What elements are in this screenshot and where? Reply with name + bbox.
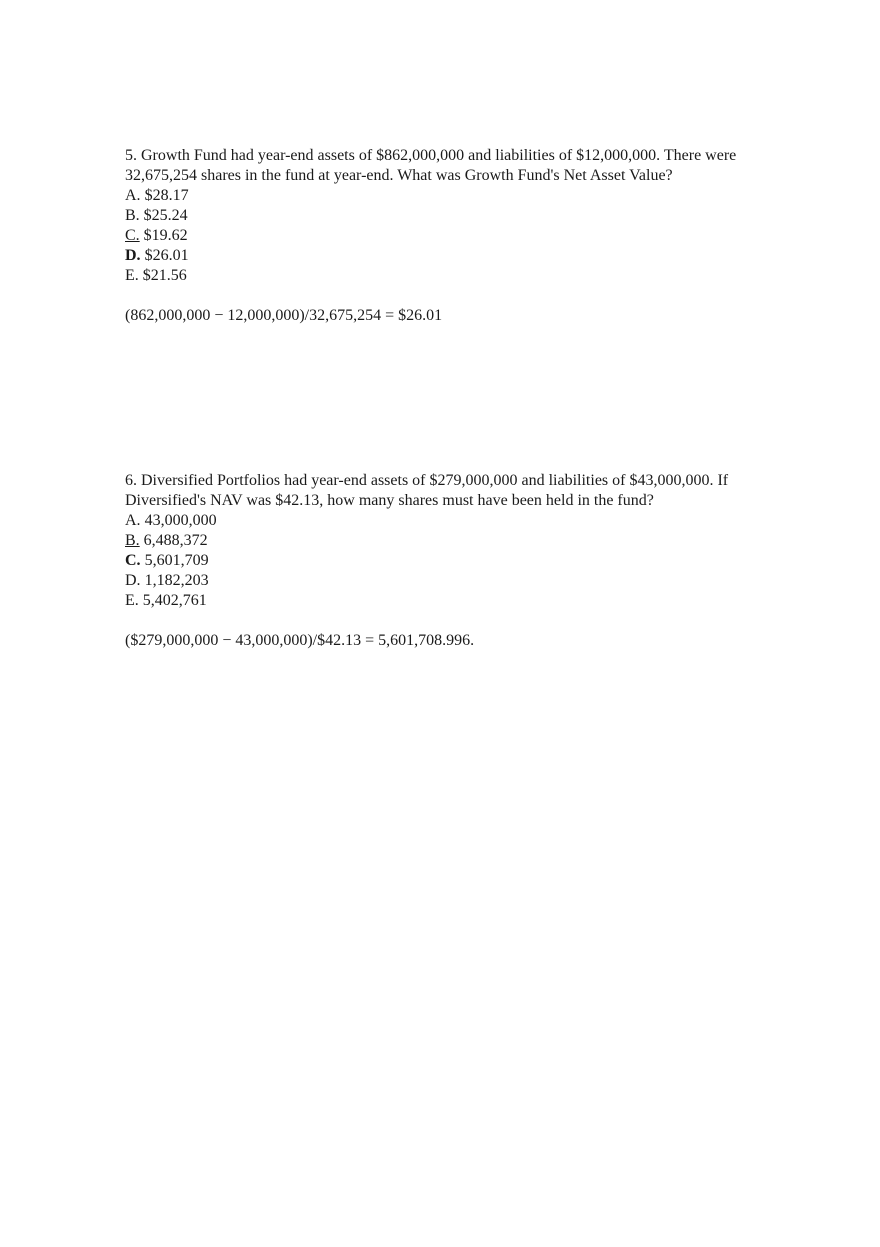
solution-formula: ($279,000,000 − 43,000,000)/$42.13 = 5,601,708.996.	[125, 632, 475, 649]
question-stem: 6. Diversified Portfolios had year-end assets of $279,000,000 and liabilities of $43,000,000. If Diversified's NAV was $42.13, how many shares must have been held in the fund?	[125, 472, 729, 509]
choice-c	[125, 226, 805, 246]
choice-letter: B.	[125, 207, 140, 224]
choice-a	[125, 511, 805, 531]
choice-a	[125, 186, 805, 206]
choice-value: $21.56	[142, 267, 187, 284]
choice-letter: E.	[125, 267, 139, 284]
question-6	[125, 471, 805, 651]
choice-letter: A.	[125, 187, 141, 204]
choice-value: $25.24	[143, 207, 188, 224]
choice-value: $19.62	[143, 227, 188, 244]
answer-choices	[125, 511, 805, 611]
solution-formula: (862,000,000 − 12,000,000)/32,675,254 = $26.01	[125, 307, 443, 324]
choice-d	[125, 571, 805, 591]
choice-b	[125, 206, 805, 226]
choice-value: 5,601,709	[144, 552, 209, 569]
choice-value: 5,402,761	[142, 592, 207, 609]
choice-letter: E.	[125, 592, 139, 609]
question-5	[125, 146, 805, 326]
choice-letter: D.	[125, 572, 141, 589]
choice-value: $28.17	[144, 187, 189, 204]
answer-choices	[125, 186, 805, 286]
choice-c	[125, 551, 805, 571]
choice-letter-correct: D.	[125, 247, 141, 264]
choice-e	[125, 266, 805, 286]
choice-d	[125, 246, 805, 266]
choice-letter: B.	[125, 532, 140, 549]
choice-e	[125, 591, 805, 611]
choice-value: 43,000,000	[144, 512, 217, 529]
question-stem: 5. Growth Fund had year-end assets of $862,000,000 and liabilities of $12,000,000. There were 32,675,254 shares in the fund at year-end. What was Growth Fund's Net Asset Value?	[125, 147, 737, 184]
choice-value: 6,488,372	[143, 532, 208, 549]
choice-letter: C.	[125, 227, 140, 244]
choice-b	[125, 531, 805, 551]
choice-letter-correct: C.	[125, 552, 141, 569]
choice-value: $26.01	[144, 247, 189, 264]
choice-value: 1,182,203	[144, 572, 209, 589]
choice-letter: A.	[125, 512, 141, 529]
